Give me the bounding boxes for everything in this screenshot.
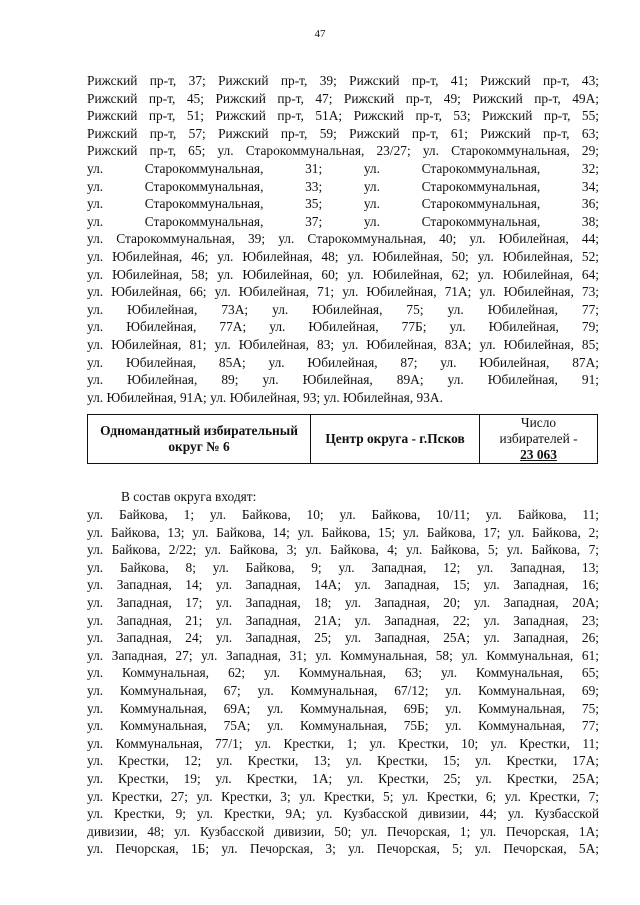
address-list-bottom <box>87 506 599 858</box>
text-line: Рижский пр-т, 65; ул. Старокоммунальная, 23/27; ул. Старокоммунальная, 29; <box>87 143 599 159</box>
address-list-top <box>87 72 599 406</box>
text-line: ул. Байкова, 2/22; ул. Байкова, 3; ул. Байкова, 4; ул. Байкова, 5; ул. Байкова, 7; <box>87 542 599 558</box>
district-center-cell: Центр округа - г.Псков <box>311 415 480 464</box>
text-line: ул. Западная, 14; ул. Западная, 14А; ул. Западная, 15; ул. Западная, 16; <box>87 577 599 593</box>
district-composition-intro: В состав округа входят: <box>121 489 257 504</box>
voters-label-line2: избирателей - <box>499 431 578 446</box>
district-info-table <box>87 414 598 464</box>
text-line: ул. Юбилейная, 91А; ул. Юбилейная, 93; ул. Юбилейная, 93А. <box>87 389 443 405</box>
text-line: ул. Старокоммунальная, 37; ул. Старокоммунальная, 38; <box>87 213 599 229</box>
text-line: ул. Байкова, 8; ул. Байкова, 9; ул. Западная, 12; ул. Западная, 13; <box>87 559 599 575</box>
text-line: ул. Старокоммунальная, 35; ул. Старокоммунальная, 36; <box>87 196 599 212</box>
voters-label-line1: Число <box>520 415 557 430</box>
page-number: 47 <box>314 28 326 40</box>
text-line: ул. Западная, 21; ул. Западная, 21А; ул. Западная, 22; ул. Западная, 23; <box>87 612 599 628</box>
text-line: ул. Юбилейная, 81; ул. Юбилейная, 83; ул. Юбилейная, 83А; ул. Юбилейная, 85; <box>87 336 599 352</box>
text-line: ул. Старокоммунальная, 33; ул. Старокоммунальная, 34; <box>87 178 599 194</box>
text-line: ул. Коммунальная, 67; ул. Коммунальная, 67/12; ул. Коммунальная, 69; <box>87 682 599 698</box>
text-line: ул. Байкова, 13; ул. Байкова, 14; ул. Байкова, 15; ул. Байкова, 17; ул. Байкова, 2; <box>87 524 599 540</box>
text-line: ул. Крестки, 27; ул. Крестки, 3; ул. Крестки, 5; ул. Крестки, 6; ул. Крестки, 7; <box>87 788 599 804</box>
text-line: ул. Коммунальная, 62; ул. Коммунальная, 63; ул. Коммунальная, 65; <box>87 665 599 681</box>
text-line: Рижский пр-т, 45; Рижский пр-т, 47; Рижский пр-т, 49; Рижский пр-т, 49А; <box>87 90 599 106</box>
text-line: ул. Крестки, 9; ул. Крестки, 9А; ул. Кузбасской дивизии, 44; ул. Кузбасской <box>87 806 599 822</box>
text-line: дивизии, 48; ул. Кузбасской дивизии, 50; ул. Печорская, 1; ул. Печорская, 1А; <box>87 823 599 839</box>
text-line: ул. Байкова, 1; ул. Байкова, 10; ул. Байкова, 10/11; ул. Байкова, 11; <box>87 507 599 522</box>
table-row <box>88 415 598 464</box>
text-line: ул. Коммунальная, 69А; ул. Коммунальная, 69Б; ул. Коммунальная, 75; <box>87 700 599 716</box>
district-name-cell <box>88 415 311 464</box>
text-line: ул. Коммунальная, 75А; ул. Коммунальная, 75Б; ул. Коммунальная, 77; <box>87 718 599 734</box>
text-line: ул. Старокоммунальная, 39; ул. Старокоммунальная, 40; ул. Юбилейная, 44; <box>87 231 599 247</box>
text-line: ул. Коммунальная, 77/1; ул. Крестки, 1; ул. Крестки, 10; ул. Крестки, 11; <box>87 735 599 751</box>
text-line: ул. Юбилейная, 66; ул. Юбилейная, 71; ул. Юбилейная, 71А; ул. Юбилейная, 73; <box>87 284 599 300</box>
text-line: Рижский пр-т, 37; Рижский пр-т, 39; Рижский пр-т, 41; Рижский пр-т, 43; <box>87 73 599 88</box>
district-name-line1: Одномандатный избирательный <box>100 423 298 438</box>
text-line: Рижский пр-т, 51; Рижский пр-т, 51А; Рижский пр-т, 53; Рижский пр-т, 55; <box>87 108 599 124</box>
text-line: Рижский пр-т, 57; Рижский пр-т, 59; Рижский пр-т, 61; Рижский пр-т, 63; <box>87 125 599 141</box>
text-line: ул. Старокоммунальная, 31; ул. Старокоммунальная, 32; <box>87 160 599 176</box>
text-line: ул. Юбилейная, 46; ул. Юбилейная, 48; ул. Юбилейная, 50; ул. Юбилейная, 52; <box>87 248 599 264</box>
text-line: ул. Западная, 24; ул. Западная, 25; ул. Западная, 25А; ул. Западная, 26; <box>87 630 599 646</box>
voters-count: 23 063 <box>520 447 557 462</box>
text-line: ул. Юбилейная, 89; ул. Юбилейная, 89А; ул. Юбилейная, 91; <box>87 372 599 388</box>
text-line: ул. Крестки, 12; ул. Крестки, 13; ул. Крестки, 15; ул. Крестки, 17А; <box>87 753 599 769</box>
text-line: ул. Западная, 27; ул. Западная, 31; ул. Коммунальная, 58; ул. Коммунальная, 61; <box>87 647 599 663</box>
text-line: ул. Юбилейная, 77А; ул. Юбилейная, 77Б; ул. Юбилейная, 79; <box>87 319 599 335</box>
text-line: ул. Западная, 17; ул. Западная, 18; ул. Западная, 20; ул. Западная, 20А; <box>87 594 599 610</box>
text-line: ул. Юбилейная, 85А; ул. Юбилейная, 87; ул. Юбилейная, 87А; <box>87 354 599 370</box>
text-line: ул. Печорская, 1Б; ул. Печорская, 3; ул. Печорская, 5; ул. Печорская, 5А; <box>87 841 599 857</box>
text-line: ул. Юбилейная, 73А; ул. Юбилейная, 75; ул. Юбилейная, 77; <box>87 301 599 317</box>
district-name-line2: округ № 6 <box>168 439 230 454</box>
text-line: ул. Крестки, 19; ул. Крестки, 1А; ул. Крестки, 25; ул. Крестки, 25А; <box>87 770 599 786</box>
voters-count-cell <box>480 415 598 464</box>
text-line: ул. Юбилейная, 58; ул. Юбилейная, 60; ул. Юбилейная, 62; ул. Юбилейная, 64; <box>87 266 599 282</box>
